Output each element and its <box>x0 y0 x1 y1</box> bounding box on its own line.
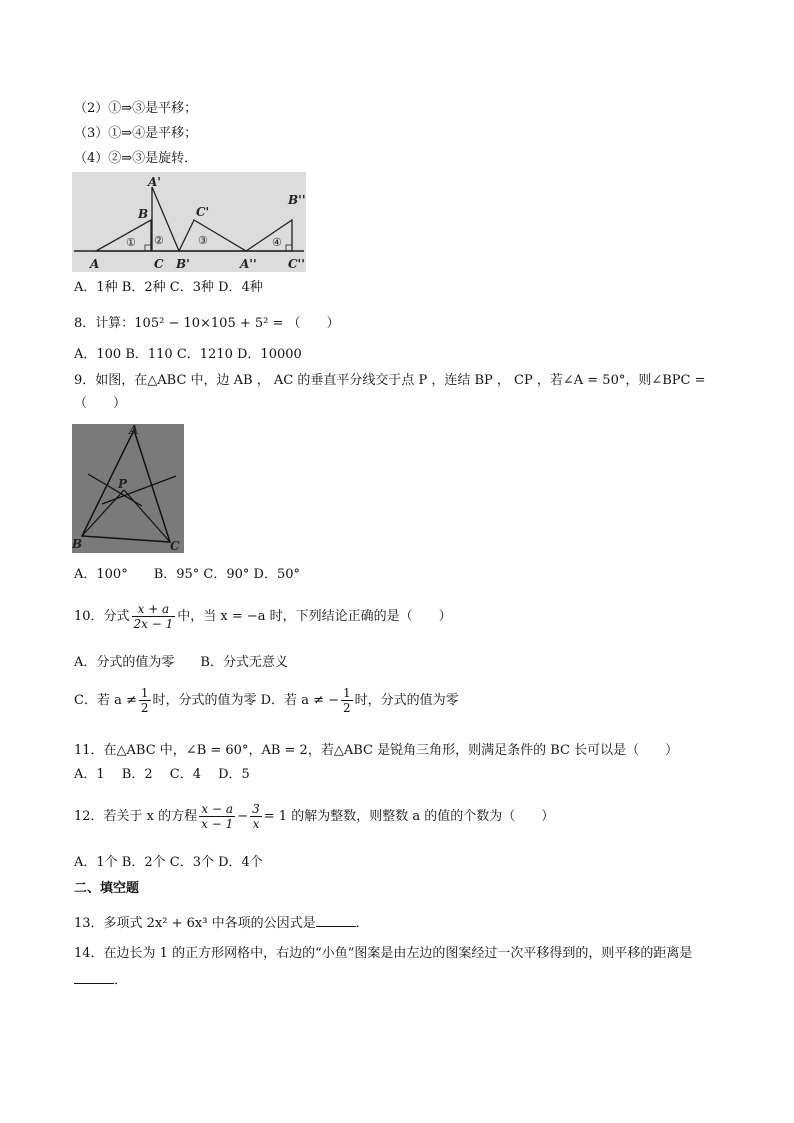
q14-line-2 <box>74 971 127 990</box>
q10-optC-numerator: 1 <box>140 686 149 700</box>
q10-optC-suffix: 时，分式的值为零 D．若 a ≠ − <box>152 693 339 708</box>
q7-circle-2: ② <box>154 234 164 247</box>
q11-stem: 11．在△ABC 中，∠B = 60°，AB = 2，若△ABC 是锐角三角形，则满足条件的 BC 长可以是（ ） <box>74 743 679 758</box>
q7-label-A2: A'' <box>240 257 257 271</box>
q10-optD-numerator: 1 <box>343 686 351 700</box>
q7-circle-3: ③ <box>198 234 208 247</box>
q10-optC-fraction <box>139 686 151 715</box>
q8-line <box>74 315 340 333</box>
q12-fraction-1 <box>199 802 235 831</box>
q7-option-4: （4）②⇒③是旋转． <box>74 151 198 166</box>
q7-label-C1: C' <box>196 205 210 219</box>
q7-label-C: C <box>154 257 164 271</box>
q8-answers: A．100 B．110 C．1210 D．10000 <box>74 347 302 362</box>
q13-answer-blank <box>316 914 356 927</box>
q7-figure <box>72 172 306 272</box>
q9-figure <box>72 424 184 553</box>
q7-label-A1: A' <box>148 175 161 189</box>
q9-stem: 9．如图，在△ABC 中，边 AB ， AC 的垂直平分线交于点 P ，连结 BP ， CP ，若∠A = 50°，则∠BPC = <box>74 373 706 388</box>
q10-options-ab: A．分式的值为零 B．分式无意义 <box>74 655 288 670</box>
q7-label-B: B <box>138 207 149 221</box>
q10-stem <box>74 600 452 634</box>
q9-label-A: A <box>129 424 139 437</box>
q8-prefix: 8．计算： <box>74 316 135 331</box>
q7-option-3: （3）①⇒④是平移； <box>74 126 198 141</box>
q14-stem: 14．在边长为 1 的正方形网格中，右边的“小鱼”图案是由左边的图案经过一次平移得到的，则平移的距离是 <box>74 946 693 961</box>
q12-fraction-2-denominator: x <box>252 817 260 831</box>
q13-text: 13．多项式 2x² + 6x³ 中各项的公因式是 <box>74 916 316 931</box>
q7-label-C2: C'' <box>288 257 305 271</box>
q10-suffix: 中，当 x = −a 时，下列结论正确的是（ ） <box>177 609 452 624</box>
q9-label-C: C <box>170 539 180 553</box>
section-title-fill-in: 二、填空题 <box>74 881 140 896</box>
q7-circle-1: ① <box>126 236 136 249</box>
q7-circle-4: ④ <box>272 236 282 249</box>
q13-line <box>74 914 369 933</box>
q12-prefix: 12．若关于 x 的方程 <box>74 809 198 824</box>
q13-end: ． <box>355 916 369 931</box>
q7-label-B2: B'' <box>288 193 306 207</box>
q14-answer-blank <box>74 971 114 984</box>
q12-fraction-1-numerator: x − a <box>199 802 235 817</box>
q10-optC-denominator: 2 <box>140 701 149 715</box>
q10-prefix: 10．分式 <box>74 609 130 624</box>
q10-optD-denominator: 2 <box>343 701 351 715</box>
q7-label-A: A <box>90 257 100 271</box>
q10-optC-prefix: C．若 a ≠ <box>74 693 137 708</box>
q12-fraction-1-denominator: x − 1 <box>201 817 234 831</box>
q10-options-cd <box>74 684 459 718</box>
q10-fraction <box>132 602 176 631</box>
q9-stem-cont: （ ） <box>74 396 127 411</box>
q11-answers: A．1 B．2 C．4 D．5 <box>74 767 250 782</box>
q8-expression: 105² − 10×105 + 5² = （ ） <box>134 316 340 331</box>
q10-fraction-numerator: x + a <box>132 602 176 617</box>
q10-fraction-denominator: 2x − 1 <box>133 617 174 631</box>
q9-label-B: B <box>72 537 83 551</box>
q7-label-B1: B' <box>176 257 190 271</box>
q12-suffix: = 1 的解为整数，则整数 a 的值的个数为（ ） <box>263 809 555 824</box>
q12-stem <box>74 800 554 834</box>
q7-option-2: （2）①⇒③是平移； <box>74 101 198 116</box>
q12-minus: − <box>237 809 249 824</box>
q9-answers: A．100° B．95° C．90° D．50° <box>74 567 301 582</box>
q10-optD-suffix: 时，分式的值为零 <box>354 693 459 708</box>
q7-answers: A．1种 B．2种 C．3种 D．4种 <box>74 280 263 295</box>
q12-answers: A．1个 B．2个 C．3个 D．4个 <box>74 855 263 870</box>
q12-fraction-2 <box>250 802 262 831</box>
q9-label-P: P <box>118 477 128 491</box>
q12-fraction-2-numerator: 3 <box>252 802 260 816</box>
q14-end: ． <box>114 973 128 988</box>
q10-optD-fraction <box>341 686 353 715</box>
